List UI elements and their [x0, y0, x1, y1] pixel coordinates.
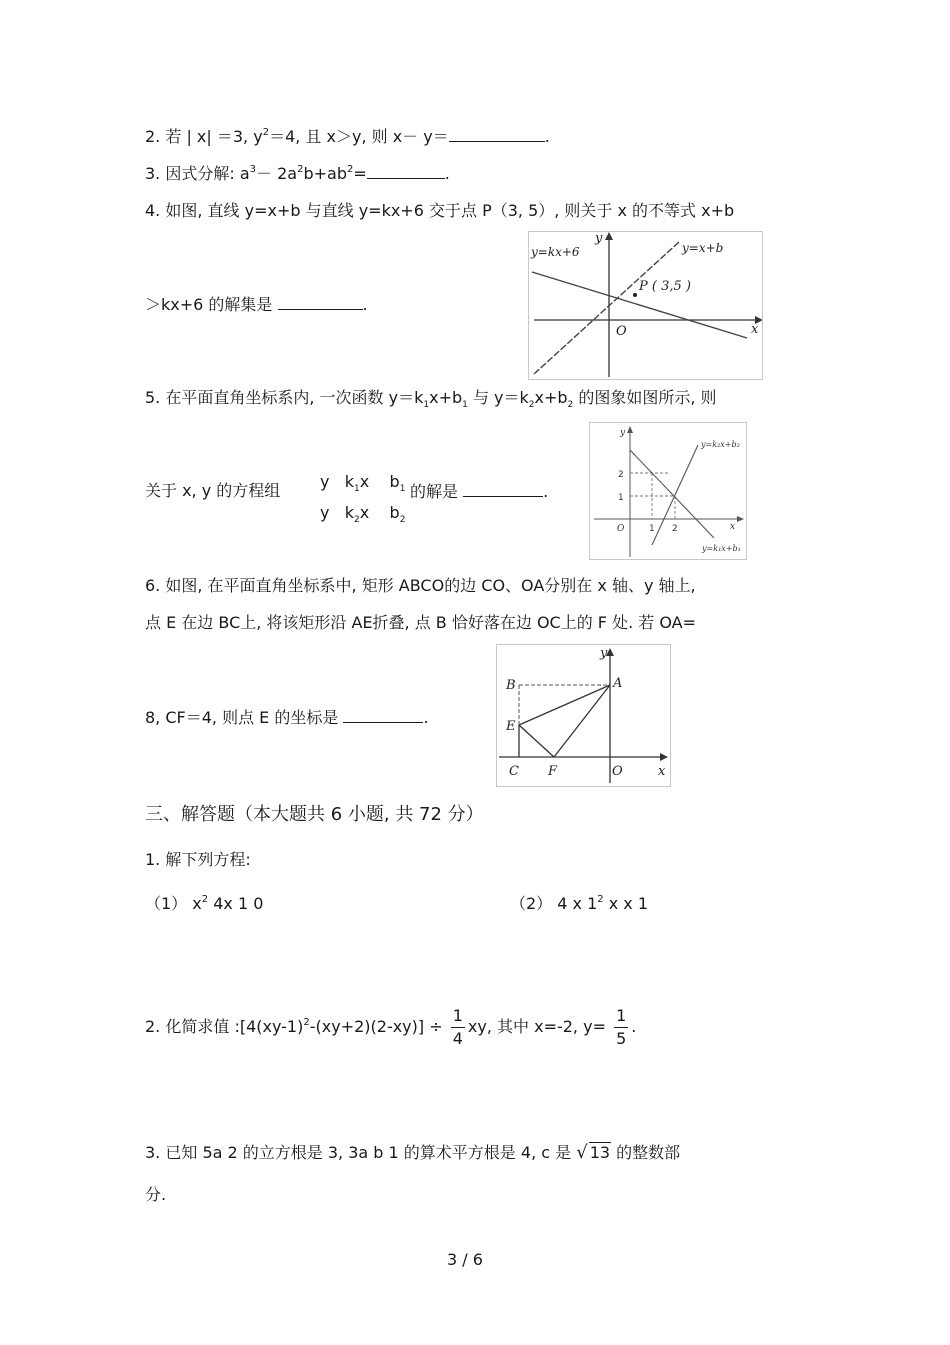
label-x: x — [751, 322, 759, 337]
label-origin: O — [616, 324, 627, 339]
label-line-1: y=k₁x+b₁ — [702, 544, 741, 553]
answer-blank — [343, 707, 423, 723]
problem-2: 2. 化简求值 $:[4(xy-1)^2-(xy+2)(2-xy)]$ ÷ $\frac{1}{4}$ xy, 其中 x=-2, y= $\frac{1}{5}$ . — [145, 1006, 637, 1048]
question-5-answer: 的解是 . — [410, 482, 549, 501]
question-2: 2. 若 | x| ＝3, $y^2=4$, 且 x＞y, 则 x－ y＝ . — [145, 127, 550, 146]
x-axis-arrow — [660, 753, 668, 761]
answer-blank — [449, 126, 545, 142]
tick-x1: 1 — [649, 524, 655, 534]
label-x: x — [730, 522, 736, 532]
sqrt-icon: √ — [576, 1142, 588, 1163]
figure-q6-rectangle — [496, 644, 671, 787]
y-axis-arrow — [605, 232, 613, 240]
problem-3: 3. 已知 5a 2 的立方根是 3, 3a b 1 的算术平方根是 4, c 是 √ 13 的整数部 — [145, 1142, 681, 1163]
question-6: 6. 如图, 在平面直角坐标系中, 矩形 ABCO的边 CO、OA分别在 x 轴、y 轴上, — [145, 576, 696, 595]
fold-ae — [519, 685, 610, 725]
line-x-plus-b — [534, 242, 679, 374]
section-heading: 三、解答题（本大题共 6 小题, 共 72 分） — [145, 804, 484, 825]
segment-af — [554, 685, 610, 757]
label-kx-plus-6: y=kx+6 — [531, 245, 580, 259]
label-a: A — [613, 676, 623, 691]
question-6-line2: 点 E 在边 BC上, 将该矩形沿 AE折叠, 点 B 恰好落在边 OC上的 F 处. 若 OA= — [145, 613, 697, 632]
segment-ef — [519, 725, 554, 757]
label-x: x — [658, 764, 666, 779]
radicand: 13 — [589, 1143, 611, 1162]
fraction-fifth: $\frac{1}{5}$ — [616, 1006, 627, 1048]
label-line-2: y=k₂x+b₂ — [701, 440, 740, 449]
question-5-line2: 关于 x, y 的方程组 — [145, 481, 281, 500]
label-origin: O — [617, 524, 625, 534]
point-p — [633, 293, 637, 297]
problem-1: 1. 解下列方程: — [145, 850, 251, 869]
answer-blank — [463, 481, 543, 497]
tick-y1: 1 — [618, 493, 624, 503]
tick-x2: 2 — [672, 524, 678, 534]
tick-y2: 2 — [618, 470, 624, 480]
answer-blank — [278, 294, 363, 310]
question-6-line3: 8, CF＝4, 则点 E 的坐标是 . — [145, 708, 429, 727]
question-3: 3. 因式分解: $a^3- 2a^2b+ab^2=$ . — [145, 164, 450, 183]
label-y: y — [600, 646, 608, 661]
problem-1-eq2: （2） 4 x $1^2$ x x 1 — [510, 894, 649, 913]
figure-q5-graph — [589, 422, 747, 560]
x-axis-arrow — [737, 516, 744, 522]
label-e: E — [506, 719, 516, 734]
question-4-line2: ＞kx+6 的解集是 . — [145, 295, 368, 314]
label-b: B — [506, 678, 516, 693]
question-4: 4. 如图, 直线 y=x+b 与直线 y=kx+6 交于点 P（3, 5）, 则关于 x 的不等式 x+b — [145, 201, 735, 220]
figure-q4-graph — [528, 231, 763, 380]
question-5: 5. 在平面直角坐标系内, 一次函数 $y=k_1x+b_1$ 与 $y=k_2x+b_2$ 的图象如图所示, 则 — [145, 388, 717, 410]
problem-1-eq1: （1） $x^2$ 4x 1 0 — [145, 894, 264, 913]
fraction-quarter: $\frac{1}{4}$ — [452, 1006, 463, 1048]
label-f: F — [548, 764, 558, 779]
label-p: P ( 3,5 ) — [639, 279, 691, 294]
label-y: y — [595, 232, 603, 246]
label-y: y — [620, 428, 626, 438]
y-axis-arrow — [627, 426, 633, 433]
equation-system: y $k_1x$ $b_1$ y $k_2x$ $b_2$ — [320, 472, 406, 525]
label-origin: O — [612, 764, 623, 779]
label-x-plus-b: y=x+b — [682, 241, 724, 255]
page-number: 3 / 6 — [447, 1250, 483, 1269]
problem-3-line2: 分. — [145, 1185, 167, 1204]
label-c: C — [509, 764, 519, 779]
answer-blank — [367, 163, 445, 179]
